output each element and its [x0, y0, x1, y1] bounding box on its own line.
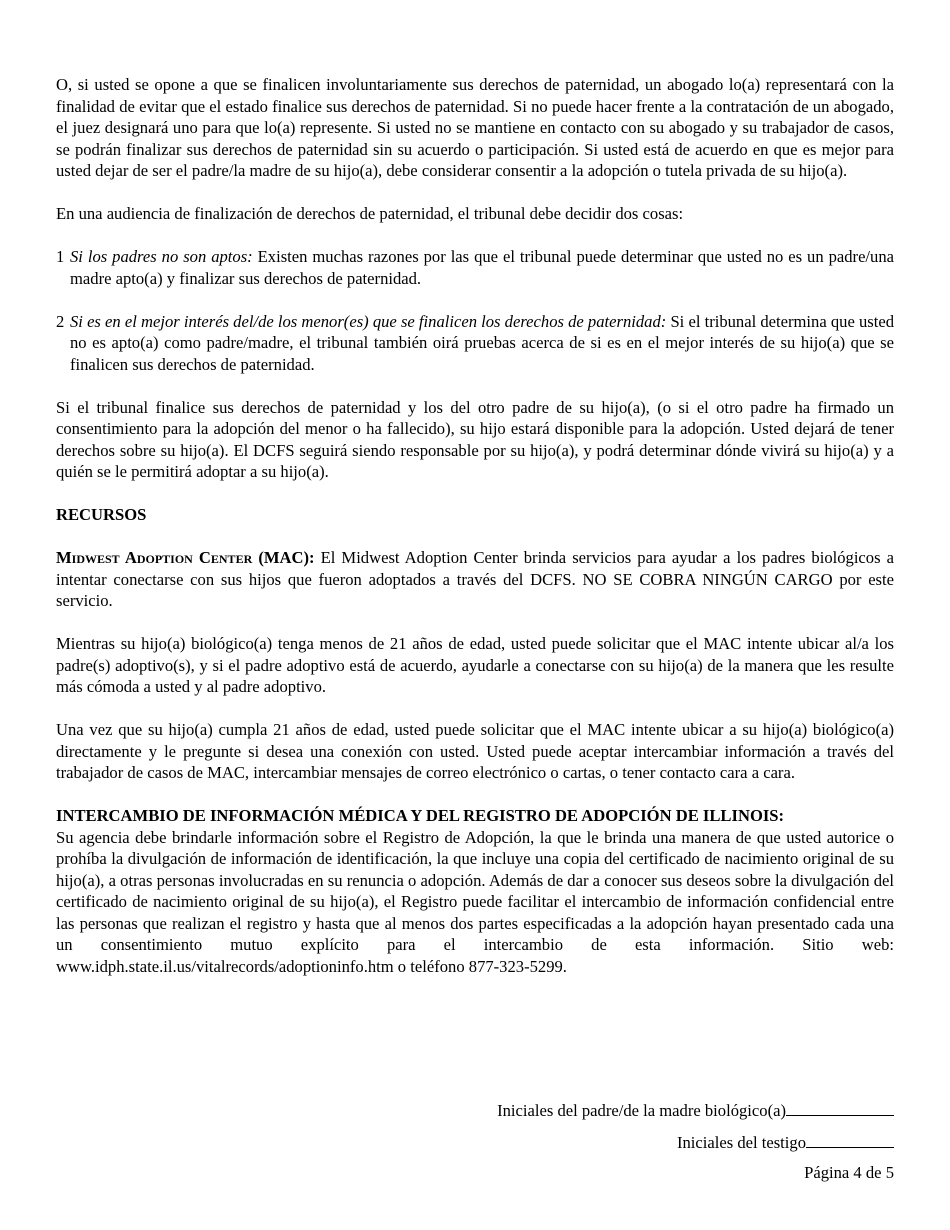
- paragraph-termination-opposition: O, si usted se opone a que se finalicen involuntariamente sus derechos de paternidad, un abogado lo(a) representará con la finalidad de evitar que el estado finalice sus derechos de paternidad. Si no puede hacer frente a la contratación de un abogado, el juez designará uno para que lo(a) represente. Si usted no se mantiene en contacto con su abogado y su trabajador de casos, se podrán finalizar sus derechos de paternidad sin su acuerdo o participación. Si usted está de acuerdo en que es mejor para usted dejar de ser el padre/la madre de su hijo(a), debe considerar consentir a la adopción o tutela privada de su hijo(a).: [56, 75, 894, 180]
- paragraph-hearing-intro: En una audiencia de finalización de derechos de paternidad, el tribunal debe decidir dos cosas:: [56, 204, 684, 223]
- witness-initials-row: [677, 1130, 894, 1154]
- paragraph-under-21: Mientras su hijo(a) biológico(a) tenga menos de 21 años de edad, usted puede solicitar que el MAC intente ubicar al/a los padre(s) adoptivo(s), y si el padre adoptivo está de acuerdo, ayudarle a conectarse con su hijo(a) de la manera que les resulte más cómoda a usted y al padre adoptivo.: [56, 634, 894, 696]
- mac-heading: Midwest Adoption Center (MAC):: [56, 548, 315, 567]
- list-item-number: 2: [56, 311, 65, 331]
- document-body: [56, 74, 894, 977]
- mac-description: El Midwest Adoption Center brinda servicios para ayudar a los padres biológicos a intentar conectarse con sus hijos que fueron adoptados a través del DCFS. NO SE COBRA NINGÚN CARGO por este servicio.: [56, 548, 894, 610]
- section-heading-recursos: RECURSOS: [56, 505, 147, 524]
- paragraph-over-21: Una vez que su hijo(a) cumpla 21 años de edad, usted puede solicitar que el MAC intente ubicar a su hijo(a) biológico(a) directamente y le pregunte si desea una conexión con usted. Usted puede aceptar intercambiar información a través del trabajador de casos de MAC, intercambiar mensajes de correo electrónico o cartas, o tener contacto cara a cara.: [56, 720, 894, 782]
- section-heading-registry: INTERCAMBIO DE INFORMACIÓN MÉDICA Y DEL REGISTRO DE ADOPCIÓN DE ILLINOIS:: [56, 806, 785, 825]
- list-item-number: 1: [56, 247, 65, 266]
- list-item-title: Si es en el mejor interés del/de los menor(es) que se finalicen los derechos de paternidad:: [70, 311, 667, 331]
- witness-initials-label: Iniciales del testigo: [676, 1133, 806, 1152]
- list-item-best-interest: [56, 311, 894, 376]
- page-number: Página 4 de 5: [804, 1163, 894, 1182]
- list-item-unfit-parents: [56, 246, 894, 289]
- parent-initials-row: [497, 1098, 894, 1122]
- paragraph-adoption-availability: Si el tribunal finalice sus derechos de paternidad y los del otro padre de su hijo(a), (o si el otro padre ha firmado un consentimiento para la adopción del menor o ha fallecido), su hijo estará disponible para la adopción. Usted dejará de tener derechos sobre su hijo(a). El DCFS seguirá siendo responsable por su hijo(a), y podrá determinar dónde vivirá su hijo(a) y a quién se le permitirá adoptar a su hijo(a).: [56, 397, 894, 481]
- paragraph-registry: Su agencia debe brindarle información sobre el Registro de Adopción, la que le brinda una manera de que usted autorice o prohíba la divulgación de información de identificación, la que incluye una copia del certificado de nacimiento original de su hijo(a), a otras personas involucradas en su renuncia o adopción. Además de dar a conocer sus deseos sobre la divulgación del certificado de nacimiento original de su hijo(a), el Registro puede facilitar el intercambio de información confidencial entre las personas que realizan el registro y hasta que al menos dos partes especificadas a la adopción hayan presentado cada una un consentimiento mutuo explícito para el intercambio de esta información. Sitio web: www.idph.state.il.us/vitalrecords/adoptioninfo.htm o teléfono 877-323-5299.: [56, 827, 894, 976]
- witness-initials-field[interactable]: [806, 1130, 894, 1148]
- list-item-text: [70, 246, 894, 289]
- list-item-title: Si los padres no son aptos:: [70, 247, 253, 266]
- list-item-text: [70, 311, 894, 376]
- list-item-description: Si el tribunal determina que usted no es apto(a) como padre/madre, el tribunal también oirá pruebas acerca de si es en el mejor interés de su hijo(a) que se finalicen sus derechos de paternidad.: [70, 311, 894, 374]
- parent-initials-label: Iniciales del padre/de la madre biológico(a): [497, 1101, 786, 1120]
- paragraph-mac: [56, 547, 894, 612]
- parent-initials-field[interactable]: [786, 1098, 894, 1116]
- list-item-description: Existen muchas razones por las que el tribunal puede determinar que usted no es un padre/una madre apto(a) y finalizar sus derechos de paternidad.: [70, 247, 895, 288]
